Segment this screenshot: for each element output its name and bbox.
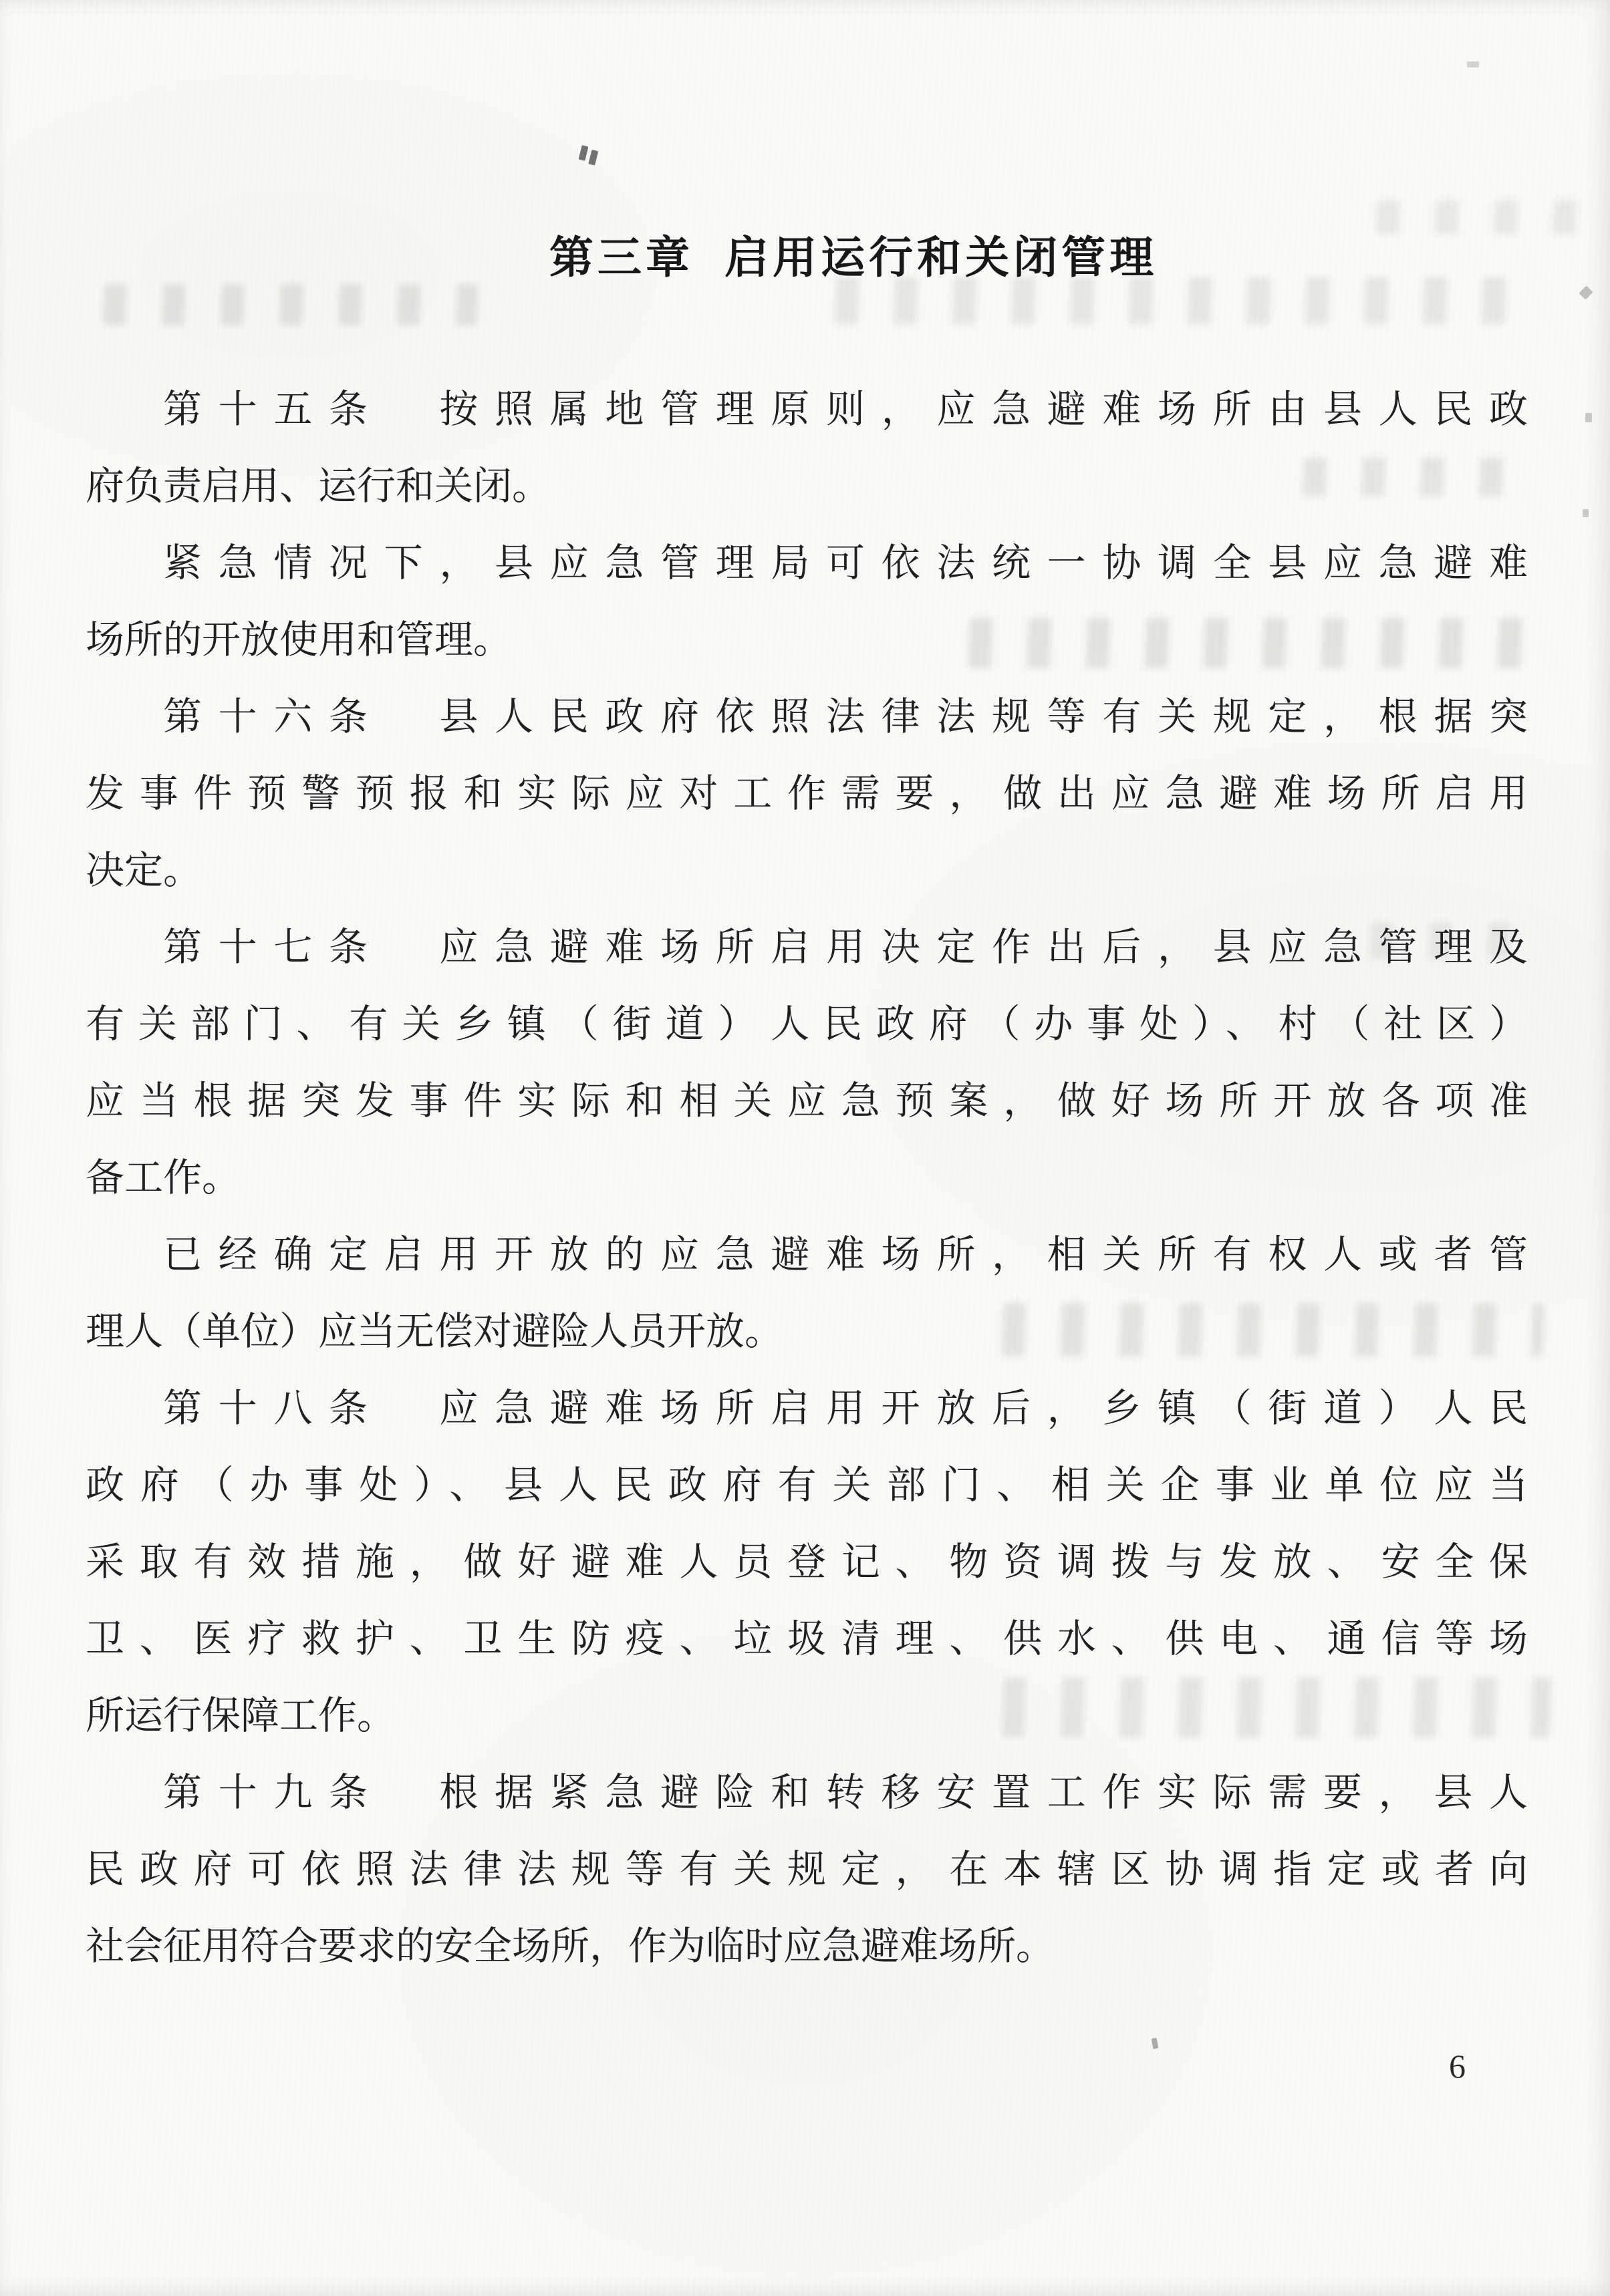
text-line: 采取有效措施，做好避难人员登记、物资调拨与发放、安全保 [86,1540,1528,1584]
text-line: 紧急情况下，县应急管理局可依法统一协调全县应急避难 [163,541,1528,585]
text-line: 第十六条 县人民政府依照法律法规等有关规定，根据突 [163,695,1528,738]
ink-speck [1579,285,1593,299]
text-line: 理人（单位）应当无偿对避险人员开放。 [86,1310,784,1353]
text-line: 卫、医疗救护、卫生防疫、垃圾清理、供水、供电、通信等场 [86,1617,1528,1661]
text-line: 第十七条 应急避难场所启用决定作出后，县应急管理及 [163,925,1528,969]
text-line: 第十八条 应急避难场所启用开放后，乡镇（街道）人民 [163,1387,1528,1430]
ink-speck [1152,2037,1159,2049]
ink-speck [578,145,588,161]
ink-speck [1467,61,1479,67]
document-body [86,221,1528,1985]
chapter-heading: 第三章 启用运行和关闭管理 [549,233,1158,282]
ink-speck [1585,413,1592,422]
text-line: 政府（办事处）、县人民政府有关部门、相关企事业单位应当 [86,1463,1528,1507]
text-line: 第十九条 根据紧急避险和转移安置工作实际需要，县人 [163,1771,1528,1814]
text-line: 有关部门、有关乡镇（街道）人民政府（办事处）、村（社区） [86,1002,1528,1046]
text-line: 应当根据突发事件实际和相关应急预案，做好场所开放各项准 [86,1079,1528,1123]
text-line: 决定。 [86,849,203,892]
text-line: 民政府可依照法律法规等有关规定，在本辖区协调指定或者向 [86,1848,1528,1891]
text-line: 所运行保障工作。 [86,1694,396,1737]
text-line: 府负责启用、运行和关闭。 [86,464,551,508]
text-line: 备工作。 [86,1156,241,1199]
text-line: 发事件预警预报和实际应对工作需要，做出应急避难场所启用 [86,772,1528,815]
text-line: 场所的开放使用和管理。 [86,618,513,662]
text-line: 社会征用符合要求的安全场所，作为临时应急避难场所。 [86,1924,1055,1968]
page-number: 6 [1449,2047,1466,2085]
text-line: 第十五条 按照属地管理原则，应急避难场所由县人民政 [163,388,1528,431]
ink-speck [1583,509,1589,517]
text-line: 已经确定启用开放的应急避难场所，相关所有权人或者管 [163,1233,1528,1276]
